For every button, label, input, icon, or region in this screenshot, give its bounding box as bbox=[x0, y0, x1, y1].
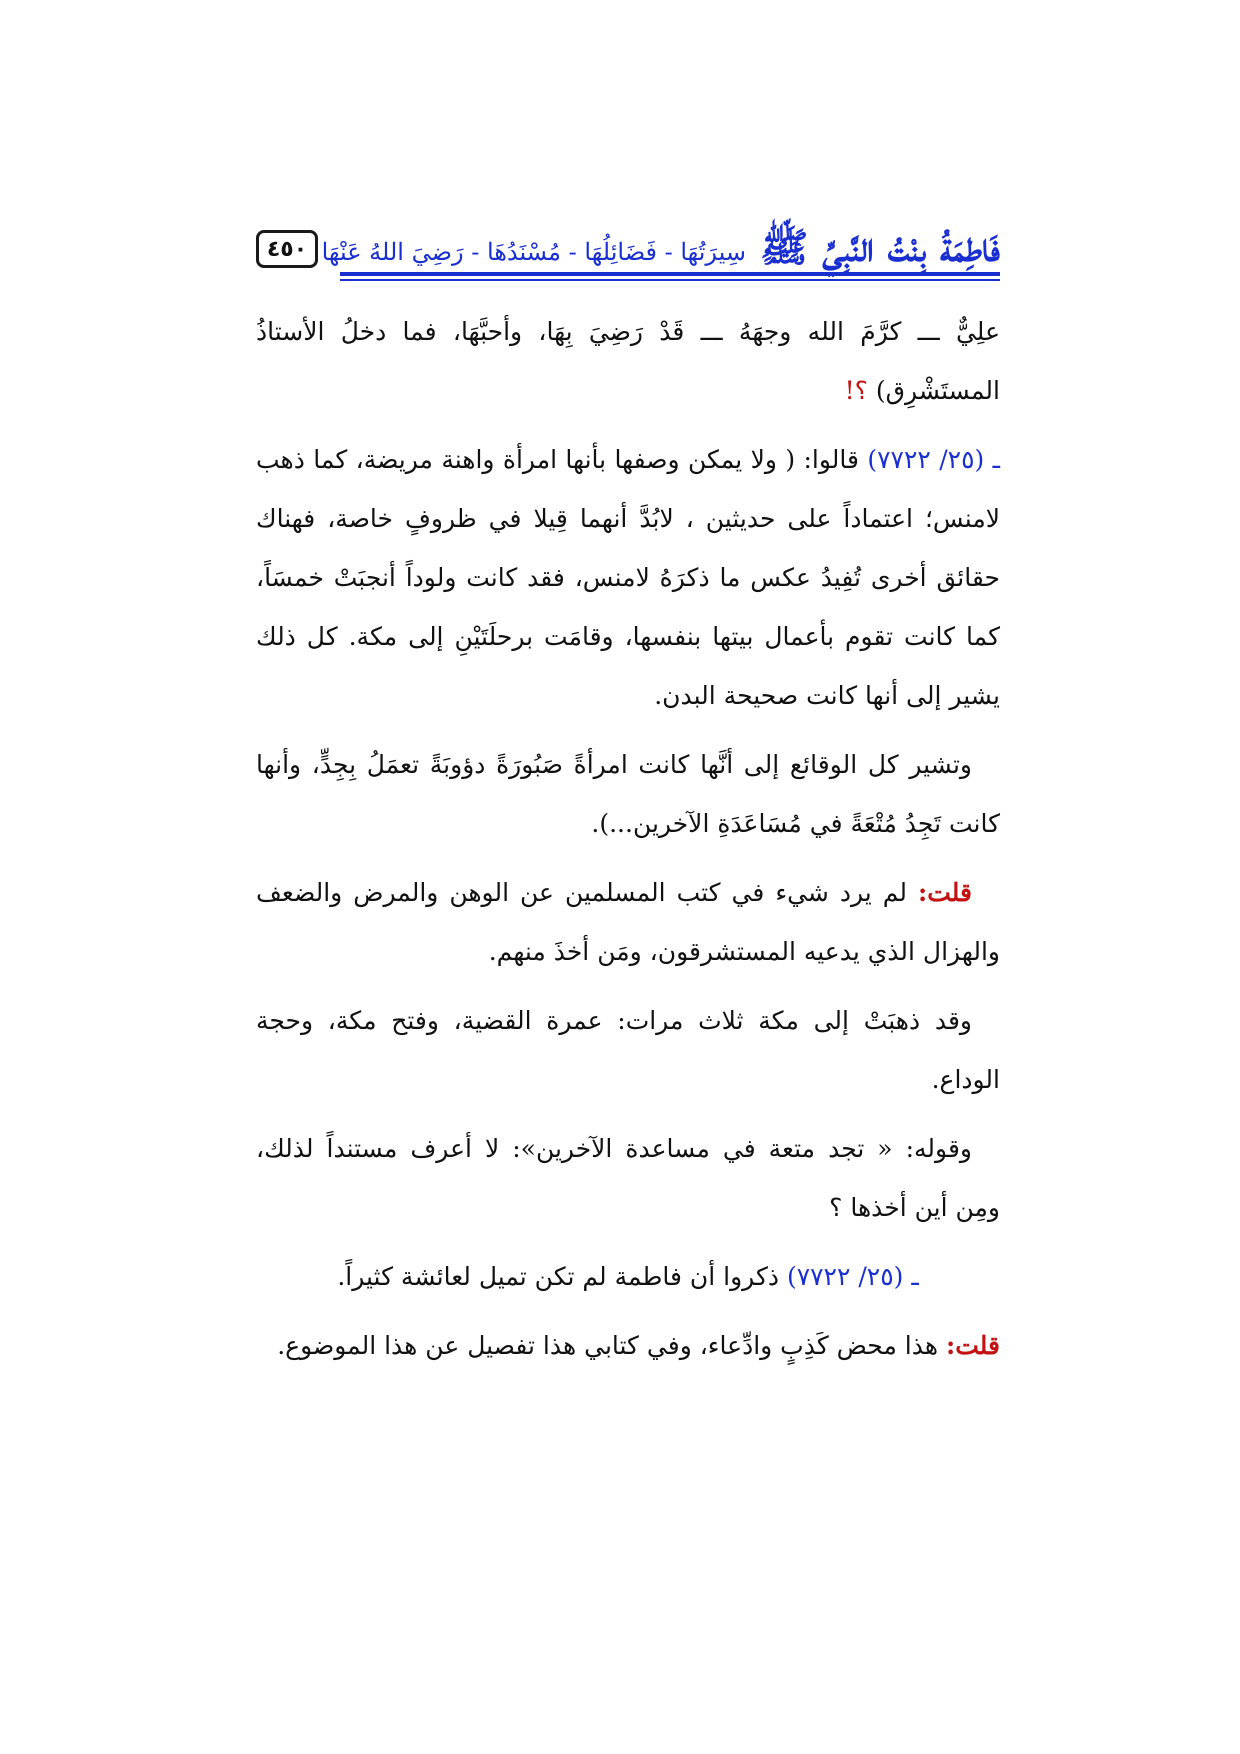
header-rule-thin bbox=[340, 279, 1000, 281]
paragraph-7 bbox=[256, 1247, 1000, 1306]
paragraph-5-text: وقد ذهبَتْ إلى مكة ثلاث مرات: عمرة القضية، وفتح مكة، وحجة الوداع. bbox=[256, 1006, 1000, 1094]
paragraph-7-text: ذكروا أن فاطمة لم تكن تميل لعائشة كثيراً. bbox=[337, 1262, 787, 1291]
paragraph-3 bbox=[256, 735, 1000, 853]
citation-reference: ـ (٢٥/ ٧٧٢٢) bbox=[867, 445, 1001, 474]
paragraph-4 bbox=[256, 863, 1000, 981]
qult-label: قلت: bbox=[917, 878, 972, 907]
paragraph-5 bbox=[256, 991, 1000, 1109]
paragraph-3-text: وتشير كل الوقائع إلى أنَّها كانت امرأةً صَبُورَةً دؤوبَةً تعمَلُ بِجِدٍّ، وأنها كانت تَجِدُ مُتْعَةً في مُسَاعَدَةِ الآخرين...). bbox=[256, 750, 1000, 838]
header-rule-thick bbox=[340, 272, 1000, 276]
book-title-main: فَاطِمَةُ بِنْتُ النَّبِيِّ ﷺ bbox=[760, 224, 1000, 271]
page-body bbox=[256, 302, 1000, 1385]
paragraph-6 bbox=[256, 1119, 1000, 1237]
paragraph-2-text: قالوا: ( ولا يمكن وصفها بأنها امرأة واهنة مريضة، كما ذهب لامنس؛ اعتماداً على حديثين ، لابُدَّ أنهما قِيلا في ظروفٍ خاصة، فهناك حقائق أخرى تُفِيدُ عكس ما ذكرَهُ لامنس، فقد كانت ولوداً أنجبَتْ خمسَاً، كما كانت تقوم بأعمال بيتها بنفسها، وقامَت برحلَتَيْنِ إلى مكة. كل ذلك يشير إلى أنها كانت صحيحة البدن. bbox=[256, 445, 1000, 710]
paragraph-8-text: هذا محض كَذِبٍ وادِّعاء، وفي كتابي هذا تفصيل عن هذا الموضوع. bbox=[277, 1331, 946, 1360]
page-header bbox=[256, 208, 1000, 286]
question-exclamation-mark: ؟! bbox=[844, 376, 868, 405]
citation-reference: ـ (٢٥/ ٧٧٢٢) bbox=[786, 1262, 919, 1291]
page-number: ٤٥٠ bbox=[256, 230, 318, 268]
paragraph-6-text: وقوله: « تجد متعة في مساعدة الآخرين»: لا أعرف مستنداً لذلك، ومِن أين أخذها ؟ bbox=[256, 1134, 1000, 1222]
paragraph-4-text: لم يرد شيء في كتب المسلمين عن الوهن والمرض والضعف والهزال الذي يدعيه المستشرقون، ومَن أخذَ منهم. bbox=[256, 878, 1000, 966]
qult-label: قلت: bbox=[945, 1331, 1000, 1360]
paragraph-8 bbox=[256, 1316, 1000, 1375]
paragraph-2 bbox=[256, 430, 1000, 725]
book-title bbox=[321, 208, 1000, 271]
paragraph-1-text: علِيٌّ ـــ كرَّمَ الله وجهَهُ ـــ قَدْ رَضِيَ بِهَا، وأحبَّهَا، فما دخلُ الأستاذُ المستَشْرِق) bbox=[256, 317, 1000, 405]
paragraph-1 bbox=[256, 302, 1000, 420]
book-title-subtitle: سِيرَتُهَا - فَضَائِلُهَا - مُسْنَدُهَا - رَضِيَ اللهُ عَنْهَا bbox=[321, 237, 746, 266]
